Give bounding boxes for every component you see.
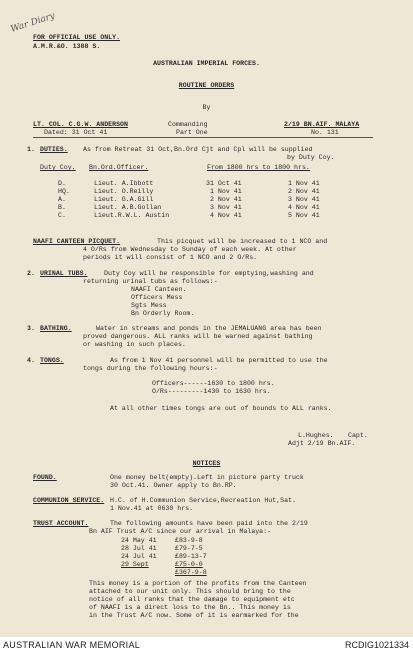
trust-para: in the Trust A/C now. Some of it is earmarked for the (89, 612, 299, 619)
communion-text: H.C. of H.Communion Service,Recreation Hut,Sat. (110, 497, 296, 504)
roster-from: 31 Oct 41 (206, 180, 242, 187)
amount-date: 24 May 41 (121, 537, 157, 544)
tongs-text-2: tongs during the following hours:- (83, 365, 218, 372)
commander-name: LT. COL. C.G.W. ANDERSON (33, 121, 128, 128)
bathing-text-3: or washing in such places. (83, 341, 186, 348)
roster-to: 4 Nov 41 (288, 204, 320, 211)
tongs-text-3: At all other times tongs are out of bounds to ALL ranks. (110, 405, 332, 412)
urinal-item: Sgts Mess (131, 302, 167, 309)
roster-coy: HQ. (58, 188, 70, 195)
found-text: One money belt(empty).Left in picture party truck (110, 474, 304, 481)
document-title: ROUTINE ORDERS (178, 82, 235, 89)
roster-coy: B. (58, 204, 66, 211)
tongs-text: As from 1 Nov 41 personnel will be permitted to use the (110, 357, 328, 364)
part-label: Part One (176, 129, 208, 136)
classification: FOR OFFICIAL USE ONLY. (33, 34, 121, 41)
trust-para: of NAAFI is a direct loss to the Bn.. This money is (89, 604, 291, 611)
urinal-text-2: returning urinal tubs as follows:- (83, 278, 218, 285)
urinal-text: Duty Coy will be responsible for emptying,washing and (104, 270, 314, 277)
section-number: 1. (27, 146, 35, 153)
signature-role: Adjt 2/19 Bn.AIF. (288, 440, 356, 447)
roster-officer: Lieut.R.W.L. Austin (94, 212, 170, 219)
urinal-item: Bn Orderly Room. (131, 310, 195, 317)
unit-name: 2/19 BN.AIF. MALAYA (284, 121, 360, 128)
amount-date: 29 Sept (121, 561, 149, 568)
naafi-heading: NAAFI CANTEEN PICQUET. (33, 238, 121, 245)
duties-heading: DUTIES. (40, 146, 68, 153)
section-number: 2. (27, 270, 35, 277)
urinal-item: Officers Mess (131, 294, 183, 301)
bathing-heading: BATHING. (40, 325, 72, 332)
duties-text: As from Retreat 31 Oct,Bn.Ord Cjt and Cpl will be supplied (83, 146, 313, 153)
signature-name: L.Hughes. (298, 432, 334, 439)
roster-from: 1 Nov 41 (210, 188, 242, 195)
amount-value: £75-0-0 (175, 561, 203, 568)
trust-text: The following amounts have been paid into the 2/19 (110, 520, 308, 527)
force-title: AUSTRALIAN IMPERIAL FORCES. (153, 60, 260, 67)
roster-to: 3 Nov 41 (288, 196, 320, 203)
trust-para: attached to our unit only. This should bring to the (89, 588, 291, 595)
found-text-2: 30 Oct.41. Owner apply to Bn.RP. (110, 482, 237, 489)
archive-name: AUSTRALIAN WAR MEMORIAL (3, 640, 141, 650)
col-officer: Bn.Ord.Officer. (89, 164, 149, 171)
communion-text-2: 1 Nov.41 at 0630 hrs. (110, 505, 194, 512)
signature-rank: Capt. (348, 432, 368, 439)
amount-date: 28 Jul 41 (121, 545, 157, 552)
handwritten-annotation: War Diary (9, 11, 57, 35)
roster-officer: Lieut. A.Ibbott (94, 180, 154, 187)
trust-para: notice of all ranks that the damage to equipment etc (89, 596, 295, 603)
archive-id: RCDIG1021334 (344, 640, 409, 650)
naafi-text-3: periods it will consist of 1 NCO and 2 O/Rs. (83, 254, 258, 261)
naafi-text: This picquet will be increased to 1 NCO and (157, 238, 328, 245)
tongs-hours-ors: O/Rs---------1430 to 1630 hrs. (152, 388, 271, 395)
bathing-text-2: proved dangerous. ALL ranks will be warned against bathing (83, 333, 313, 340)
found-heading: FOUND. (33, 474, 57, 481)
roster-to: 5 Nov 41 (288, 212, 320, 219)
roster-officer: Lieut. G.A.Gill (94, 196, 154, 203)
amount-value: £89-13-7 (175, 553, 207, 560)
roster-officer: Lieut. O.Reilly (94, 188, 154, 195)
col-duty-coy: Duty Coy. (40, 164, 76, 171)
order-number: No. 131 (311, 129, 339, 136)
header-rule (33, 137, 373, 138)
urinal-item: NAAFI Canteen. (131, 286, 187, 293)
roster-coy: D. (58, 180, 66, 187)
amount-value: £83-9-8 (175, 537, 203, 544)
roster-from: 3 Nov 41 (210, 204, 242, 211)
roster-officer: Lieut. A.B.Gollan (94, 204, 162, 211)
roster-coy: C. (58, 212, 66, 219)
reference: A.M.R.&O. 1388 S. (33, 43, 101, 50)
commander-role: Commanding (168, 121, 208, 128)
trust-para: This money is a portion of the profits from the Canteen (89, 580, 307, 587)
duties-text-2: by Duty Coy. (287, 154, 335, 161)
amount-date: 24 Jul 41 (121, 553, 157, 560)
section-number: 4. (27, 357, 35, 364)
trust-heading: TRUST ACCOUNT. (33, 520, 89, 527)
roster-to: 2 Nov 41 (288, 188, 320, 195)
naafi-text-2: 4 O/Rs from Wednesday to Sunday of each week. At other (83, 246, 297, 253)
roster-to: 1 Nov 41 (288, 180, 320, 187)
bathing-text: Water in streams and ponds in the JEMALUANG area has been (96, 325, 322, 332)
urinal-heading: URINAL TUBS. (40, 270, 88, 277)
communion-heading: COMMUNION SERVICE. (33, 497, 105, 504)
roster-from: 4 Nov 41 (210, 212, 242, 219)
roster-coy: A. (58, 196, 66, 203)
tongs-hours-officers: Officers------1630 to 1800 hrs. (152, 380, 275, 387)
section-number: 3. (27, 325, 35, 332)
date-line: Dated: 31 Oct 41 (44, 129, 108, 136)
notices-heading: NOTICES (192, 460, 221, 467)
by-label: By (202, 104, 211, 111)
col-hours: From 1800 hrs to 1800 hrs. (207, 164, 310, 171)
trust-text-2: Bn AIF Trust A/C since our arrival in Malaya:- (89, 528, 272, 535)
tongs-heading: TONGS. (40, 357, 64, 364)
roster-from: 2 Nov 41 (210, 196, 242, 203)
amount-total: £367-9-8 (175, 569, 207, 576)
amount-value: £79-7-5 (175, 545, 203, 552)
archive-footer (0, 637, 413, 654)
